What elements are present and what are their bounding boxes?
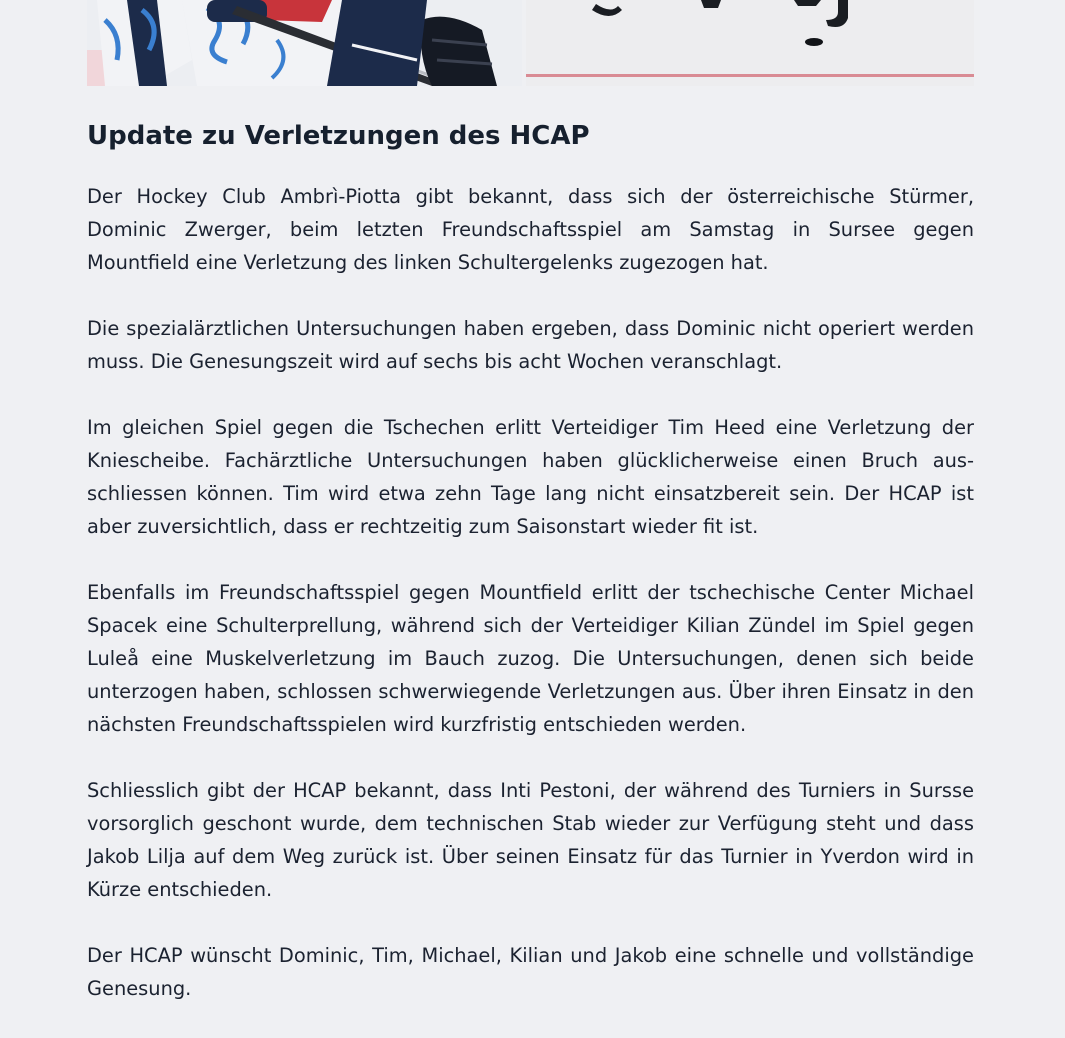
article-paragraph: Ebenfalls im Freundschaftsspiel gegen Mountfield erlitt der tschechische Center Michael Spacek eine Schulterprellung, während sich der Verteidiger Kilian Zündel im Spiel gegen Luleå eine Muskelverletzung im Bauch zuzog. Die Untersuchungen, denen sich beide unterzogen haben, schlossen schwerwiegende Verletzungen aus. Über ihren Einsatz in den nächsten Freundschaftsspielen wird kurzfristig entschieden werden. xyxy=(87,581,974,736)
article-body xyxy=(87,180,974,1005)
ice-rink-illustration xyxy=(526,0,974,86)
article-paragraph: Der Hockey Club Ambrì-Piotta gibt bekannt, dass sich der österreichische Stürmer, Dominic Zwerger, beim letzten Freundschaftsspiel am Samstag in Sursee gegen Mountfield eine Verletzung des linken Schultergelenks zugezogen hat. xyxy=(87,185,974,274)
article-paragraph: Im gleichen Spiel gegen die Tschechen erlitt Verteidiger Tim Heed eine Verletzung der Kniescheibe. Fachärztliche Untersuchungen haben glücklicherweise einen Bruch ausschliessen können. Tim wird etwa zehn Tage lang nicht einsatzbereit sein. Der HCAP ist aber zuversichtlich, dass er rechtzeitig zum Saisonstart wieder fit ist. xyxy=(87,416,974,538)
article-paragraph: Der HCAP wünscht Dominic, Tim, Michael, Kilian und Jakob eine schnelle und vollständige Genesung. xyxy=(87,944,974,1000)
article-paragraph: Die spezialärztlichen Untersuchungen haben ergeben, dass Dominic nicht operiert werden muss. Die Genesungszeit wird auf sechs bis acht Wochen veranschlagt. xyxy=(87,317,974,373)
article-paragraph: Schliesslich gibt der HCAP bekannt, dass Inti Pestoni, der während des Turniers in Sursse vorsorglich geschont wurde, dem technischen Stab wieder zur Verfügung steht und dass Jakob Lilja auf dem Weg zurück ist. Über seinen Einsatz für das Turnier in Yverdon wird in Kürze entschieden. xyxy=(87,779,974,901)
article-title: Update zu Verletzungen des HCAP xyxy=(87,121,590,151)
ice-rink-action-photo xyxy=(526,0,974,86)
article xyxy=(87,113,974,1038)
hero-image-strip xyxy=(87,0,974,86)
hockey-player-photo xyxy=(87,0,522,86)
hockey-player-illustration xyxy=(87,0,522,86)
